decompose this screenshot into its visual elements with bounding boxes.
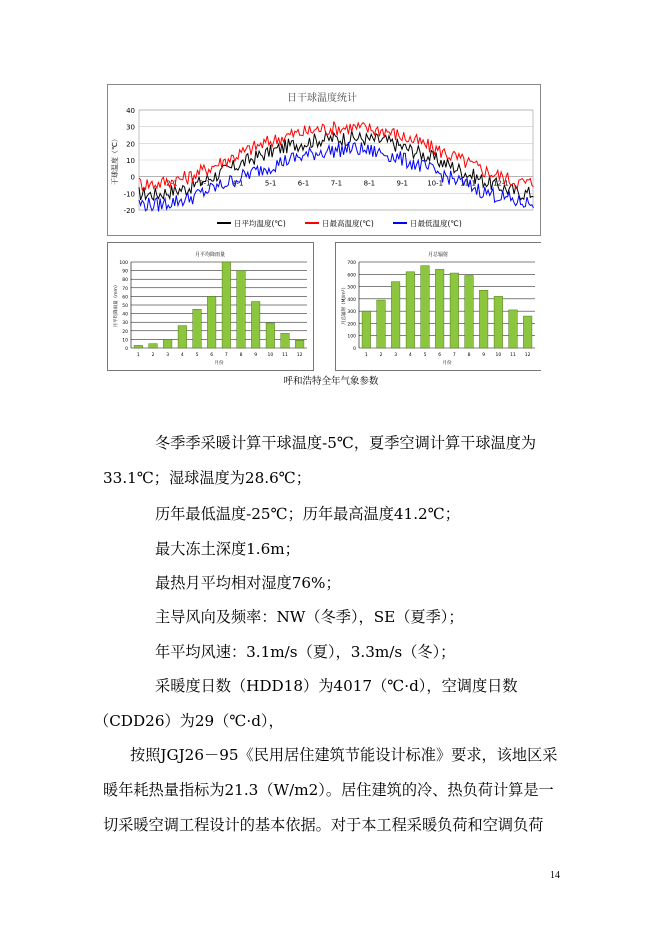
weather-charts bbox=[107, 84, 541, 374]
paragraph-line: 最大冻土深度1.6m； bbox=[155, 540, 300, 558]
line-chart-ytick: -20 bbox=[123, 207, 135, 215]
legend-label: 日平均温度(℃) bbox=[234, 219, 286, 228]
bar bbox=[509, 310, 518, 348]
bar-chart-xtick: 12 bbox=[524, 353, 531, 358]
bar-chart-ylabel: 月平均降雨量（mm） bbox=[114, 282, 119, 328]
line-chart-xtick: 10-1 bbox=[427, 179, 444, 188]
paragraph-line: 主导风向及频率：NW（冬季），SE（夏季）； bbox=[155, 608, 464, 626]
bar bbox=[134, 345, 143, 348]
bar-chart-xtick: 3 bbox=[166, 353, 170, 358]
paragraph-line: 按照JGJ26－95《民用居住建筑节能设计标准》要求，该地区采 bbox=[130, 746, 558, 764]
bar bbox=[163, 339, 172, 348]
line-chart-ytick: -10 bbox=[123, 190, 135, 199]
bar-chart-ytick: 60 bbox=[122, 295, 128, 301]
line-chart-title: 日干球温度统计 bbox=[287, 93, 357, 104]
bar bbox=[193, 309, 202, 348]
line-chart-xtick: 8-1 bbox=[363, 179, 376, 188]
line-chart-ytick: 30 bbox=[126, 123, 135, 132]
line-chart-ytick: 40 bbox=[126, 107, 135, 115]
bar-chart-ytick: 100 bbox=[119, 261, 128, 266]
bar-chart-xtick: 6 bbox=[210, 353, 214, 358]
bar bbox=[295, 340, 304, 348]
bar-chart-xtick: 2 bbox=[151, 353, 155, 358]
bar-chart-xtick: 7 bbox=[452, 353, 456, 358]
paragraph-line: 切采暖空调工程设计的基本依据。对于本工程采暖负荷和空调负荷 bbox=[103, 816, 544, 834]
bar-chart-xtick: 8 bbox=[467, 353, 471, 358]
paragraph-line: 年平均风速：3.1m/s（夏），3.3m/s（冬）； bbox=[155, 643, 456, 661]
bar bbox=[149, 344, 158, 348]
line-chart-xtick: 11-1 bbox=[460, 179, 477, 188]
paragraph-line: 历年最低温度-25℃；历年最高温度41.2℃； bbox=[155, 505, 460, 523]
bar bbox=[222, 262, 231, 348]
bar bbox=[465, 276, 474, 348]
bar-chart-ytick: 40 bbox=[122, 312, 128, 318]
line-chart-xtick: 4-1 bbox=[231, 179, 244, 188]
bar-chart-xtick: 1 bbox=[364, 353, 368, 358]
bar-chart-xtick: 9 bbox=[254, 353, 258, 358]
paragraph-line: 最热月平均相对湿度76%； bbox=[155, 574, 341, 592]
bar bbox=[362, 311, 371, 348]
bar bbox=[251, 302, 260, 348]
line-chart-xtick: 5-1 bbox=[264, 179, 277, 188]
bar-chart-ytick: 90 bbox=[122, 269, 128, 275]
paragraph-line: （CDD26）为29（℃·d）， bbox=[94, 712, 284, 730]
bar-chart-ylabel: 月总辐射（MJ/m²） bbox=[342, 285, 347, 325]
bar-chart-xtick: 5 bbox=[423, 353, 427, 358]
bar-chart-ytick: 30 bbox=[122, 321, 128, 327]
bar bbox=[450, 273, 459, 348]
legend-label: 日最低温度(℃) bbox=[410, 219, 462, 228]
bar-chart-ytick: 20 bbox=[122, 329, 128, 335]
bar-chart-xtick: 4 bbox=[408, 353, 412, 358]
paragraph-line: 采暖度日数（HDD18）为4017（℃·d），空调度日数 bbox=[155, 677, 518, 695]
bar-chart-xtick: 1 bbox=[136, 353, 140, 358]
weather-figure bbox=[107, 84, 541, 374]
line-chart-ylabel: 干球温度（℃） bbox=[111, 135, 119, 185]
bar-chart-ytick: 0 bbox=[125, 347, 128, 352]
bar bbox=[266, 323, 275, 348]
legend-label: 日最高温度(℃) bbox=[322, 219, 374, 228]
line-chart-xtick: 6-1 bbox=[297, 179, 310, 188]
bar bbox=[178, 326, 187, 348]
bar-chart-xtick: 10 bbox=[267, 353, 274, 358]
bar-chart-xtick: 2 bbox=[379, 353, 383, 358]
bar-chart-xtick: 7 bbox=[224, 353, 228, 358]
bar-chart-xtick: 11 bbox=[510, 353, 516, 358]
paragraph-line: 暖年耗热量指标为21.3（W/m2）。居住建筑的冷、热负荷计算是一 bbox=[103, 781, 554, 799]
bar-chart-ytick: 10 bbox=[122, 338, 128, 344]
bar-chart-xtick: 12 bbox=[296, 353, 303, 358]
bar bbox=[435, 269, 444, 348]
bar-chart-xtick: 9 bbox=[482, 353, 486, 358]
bar-chart-xtick: 11 bbox=[282, 353, 288, 358]
bar-chart-xlabel: 月份 bbox=[214, 361, 224, 366]
figure-caption: 呼和浩特全年气象参数 bbox=[283, 376, 379, 387]
bar-chart-ytick: 100 bbox=[347, 334, 356, 340]
bar-chart-ytick: 700 bbox=[347, 261, 356, 266]
line-chart-ytick: 20 bbox=[126, 140, 135, 149]
paragraph-line: 33.1℃；湿球温度为28.6℃； bbox=[103, 469, 311, 487]
line-chart-xtick: 9-1 bbox=[396, 179, 408, 188]
page-number: 14 bbox=[550, 870, 560, 881]
bar bbox=[207, 296, 216, 348]
bar bbox=[391, 282, 400, 348]
line-chart-xtick: 3-1 bbox=[199, 179, 211, 188]
paragraph-line: 冬季季采暖计算干球温度-5℃，夏季空调计算干球温度为 bbox=[155, 434, 537, 452]
bar-chart-xtick: 5 bbox=[195, 353, 199, 358]
line-chart-xtick: 12-1 bbox=[493, 179, 509, 188]
bar-chart-title: 月总辐射 bbox=[427, 252, 449, 258]
line-chart-ytick: 0 bbox=[130, 173, 135, 182]
bar-chart-ytick: 80 bbox=[122, 278, 128, 284]
bar-chart-xtick: 8 bbox=[239, 353, 243, 358]
bar bbox=[523, 316, 532, 348]
bar-chart-xtick: 3 bbox=[394, 353, 398, 358]
bar bbox=[421, 266, 430, 348]
bar-chart-ytick: 400 bbox=[347, 297, 356, 303]
line-chart-ytick: 10 bbox=[126, 157, 135, 165]
bar-chart-ytick: 50 bbox=[122, 304, 128, 309]
bar-chart-title: 月平均降雨量 bbox=[194, 252, 226, 258]
line-chart-xtick: 2-1 bbox=[166, 179, 178, 188]
bar-chart-xtick: 6 bbox=[438, 353, 442, 358]
bar-chart-xtick: 10 bbox=[495, 353, 502, 358]
bar bbox=[406, 272, 415, 348]
bar-chart-ytick: 200 bbox=[347, 322, 356, 328]
bar-chart-ytick: 600 bbox=[347, 273, 356, 279]
bar bbox=[377, 300, 386, 348]
bar bbox=[237, 271, 246, 348]
bar-chart-xlabel: 月份 bbox=[442, 361, 452, 366]
bar bbox=[479, 290, 488, 348]
bar bbox=[494, 296, 503, 348]
bar-chart-xtick: 4 bbox=[180, 353, 184, 358]
bar bbox=[281, 333, 290, 348]
bar-chart-ytick: 70 bbox=[122, 286, 128, 292]
bar-chart-ytick: 0 bbox=[353, 347, 356, 352]
bar-chart-ytick: 500 bbox=[347, 285, 356, 291]
bar-chart-ytick: 300 bbox=[347, 310, 356, 316]
line-chart-xtick: 7-1 bbox=[330, 179, 343, 188]
